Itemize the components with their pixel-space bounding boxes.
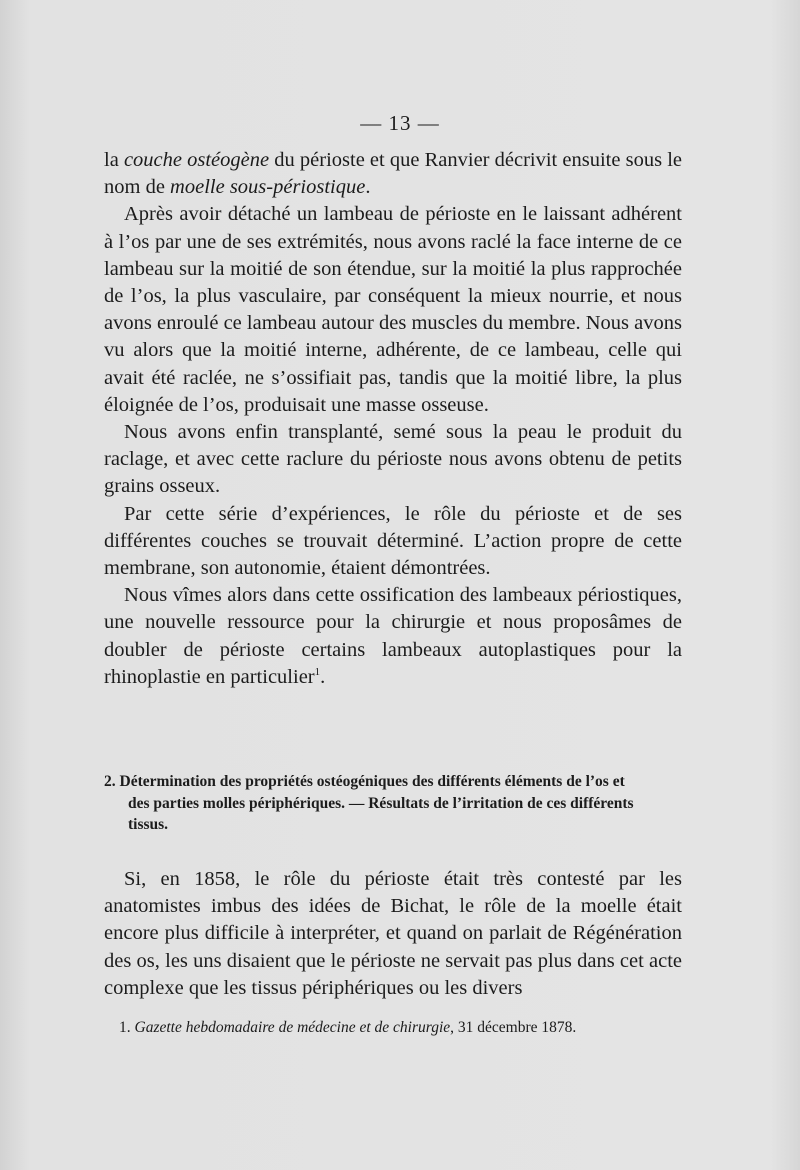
section-heading <box>104 771 684 836</box>
main-text <box>104 147 682 691</box>
footnote-date: , 31 décembre 1878. <box>450 1019 577 1036</box>
paragraph-6: Si, en 1858, le rôle du périoste était très contesté par les anatomistes imbus des idées de Bichat, le rôle de la moelle était encore plus difficile à interpréter, et quand on parlait de Régénération des os, les uns disaient que le périoste ne servait pas plus dans cet acte complexe que les tissus périphériques ou les divers <box>104 868 682 999</box>
section-heading-line-1: 2. Détermination des propriétés ostéogéniques des différents éléments de l’os et <box>104 773 625 790</box>
section-heading-line-2: des parties molles périphériques. — Résultats de l’irritation de ces différents <box>128 794 634 812</box>
paragraph-3: Nous avons enfin transplanté, semé sous la peau le produit du raclage, et avec cette raclure du périoste nous avons obtenu de petits grains osseux. <box>104 421 682 498</box>
section-heading-line-3: tissus. <box>128 816 169 833</box>
footnote-ref: 1 <box>314 666 321 679</box>
paragraph-5 <box>104 582 682 691</box>
paragraph-2: Après avoir détaché un lambeau de périoste en le laissant adhérent à l’os par une de ses extrémités, nous avons raclé la face interne de ce lambeau sur la moitié de son étendue, sur la moitié la plus rapprochée de l’os, la plus vasculaire, par conséquent la mieux nourrie, et nous avons enroulé ce lambeau autour des muscles du membre. Nous avons vu alors que la moitié interne, adhérente, de ce lambeau, celle qui avait été raclée, ne s’ossifiait pas, tandis que la moitié libre, la plus éloignée de l’os, produisait une masse osseuse. <box>104 203 682 416</box>
term-couche-osteogene: couche ostéogène <box>123 149 270 171</box>
main-text-continued <box>104 866 682 1002</box>
page-number: — 13 — <box>360 111 440 135</box>
para1-text-c: . <box>365 176 371 199</box>
para1-text-b: du périoste et que Ranvier décrivit ensuite sous le nom de <box>104 149 682 199</box>
para5-text: Nous vîmes alors dans cette ossification des lambeaux périostiques, une nouvelle ressource pour la chirurgie et nous proposâmes de doubler de périoste certains lambeaux autoplastiques pour la rhinoplastie en particulier <box>104 584 682 688</box>
footnote-title: Gazette hebdomadaire de médecine et de chirurgie <box>134 1019 451 1036</box>
term-moelle-sous-periostique: moelle sous-périostique <box>170 176 366 199</box>
para5-end: . <box>320 665 326 688</box>
paragraph-1 <box>104 147 682 201</box>
para1-text-a: la <box>104 149 124 171</box>
footnote <box>119 1018 699 1038</box>
paragraph-4: Par cette série d’expériences, le rôle du périoste et de ses différentes couches se trouvait déterminé. L’action propre de cette membrane, son autonomie, étaient démontrées. <box>104 502 682 580</box>
footnote-number: 1. <box>119 1019 135 1036</box>
